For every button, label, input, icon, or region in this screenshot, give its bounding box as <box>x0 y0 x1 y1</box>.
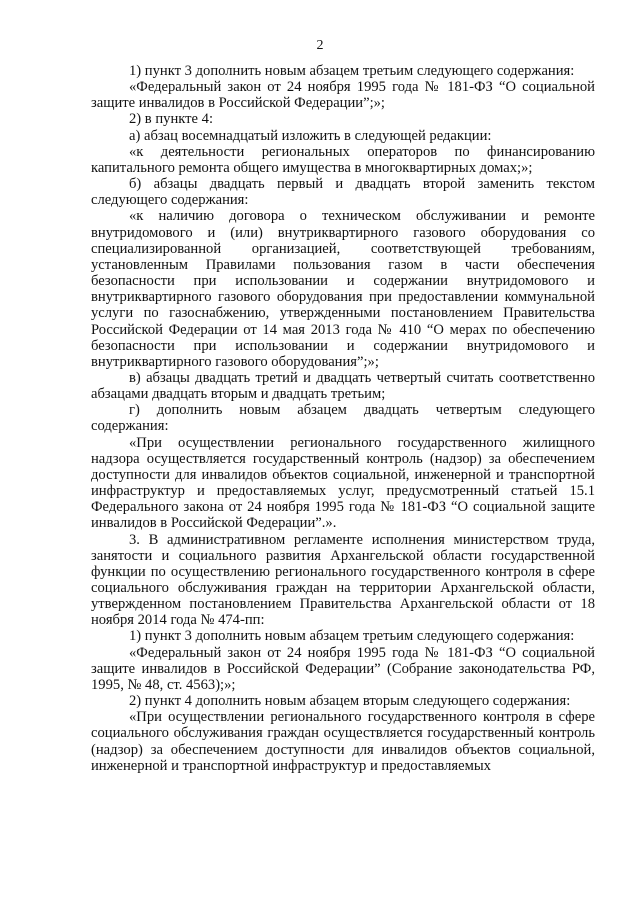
paragraph: «Федеральный закон от 24 ноября 1995 года № 181-ФЗ “О социальной защите инвалидов в Российской Федерации”;»; <box>91 79 595 112</box>
paragraph: 2) пункт 4 дополнить новым абзацем вторым следующего содержания: <box>129 693 571 710</box>
paragraph: 3. В административном регламенте исполнения министерством труда, занятости и социального развития Архангельской области государственной функции по осуществлению регионального государственного контроля в сфере социального обслуживания граждан на территории Архангельской области, утвержденном постановлением Правительства Архангельской области от 18 ноября 2014 года № 474-пп: <box>91 531 595 629</box>
paragraph: «к деятельности региональных операторов по финансированию капитального ремонта общего имущества в многоквартирных домах;»; <box>91 143 595 176</box>
paragraph: а) абзац восемнадцатый изложить в следующей редакции: <box>129 127 492 144</box>
page-number: 2 <box>316 38 324 53</box>
paragraph: б) абзацы двадцать первый и двадцать второй заменить текстом следующего содержания: <box>91 176 595 209</box>
paragraph: в) абзацы двадцать третий и двадцать четвертый считать соответственно абзацами двадцать вторым и двадцать третьим; <box>91 369 595 403</box>
paragraph: «При осуществлении регионального государственного контроля в сфере социального обслуживания граждан осуществляется государственный контроль (надзор) за обеспечением доступности для инвалидов объектов социальной, инженерной и транспортной инфраструктур и предоставляемых <box>91 709 595 774</box>
paragraph: «к наличию договора о техническом обслуживании и ремонте внутридомового и (или) внутриквартирного газового оборудования со специализированной организацией, соответствующей требованиям, установленным Правилами пользования газом в части обеспечения безопасности при использовании и содержании внутридомового и внутриквартирного газового оборудования при предоставлении коммунальной услуги по газоснабжению, утвержденными постановлением Правительства Российской Федерации от 14 мая 2013 года № 410 “О мерах по обеспечению безопасности при использовании и содержании внутридомового и внутриквартирного газового оборудования”;»; <box>91 208 595 370</box>
paragraph: 1) пункт 3 дополнить новым абзацем третьим следующего содержания: <box>129 628 575 645</box>
body-text <box>91 63 595 774</box>
paragraph: «При осуществлении регионального государственного жилищного надзора осуществляется государственный контроль (надзор) за обеспечением доступности для инвалидов объектов социальной, инженерной и транспортной инфраструктур и предоставляемых услуг, предусмотренный статьей 15.1 Федерального закона от 24 ноября 1995 года № 181-ФЗ “О социальной защите инвалидов в Российской Федерации”.». <box>91 434 595 532</box>
paragraph: г) дополнить новым абзацем двадцать четвертым следующего содержания: <box>91 402 595 435</box>
paragraph: 1) пункт 3 дополнить новым абзацем третьим следующего содержания: <box>129 63 575 79</box>
paragraph: 2) в пункте 4: <box>129 111 214 128</box>
paragraph: «Федеральный закон от 24 ноября 1995 года № 181-ФЗ “О социальной защите инвалидов в Российской Федерации” (Собрание законодательства РФ, 1995, № 48, ст. 4563);»; <box>91 644 595 693</box>
